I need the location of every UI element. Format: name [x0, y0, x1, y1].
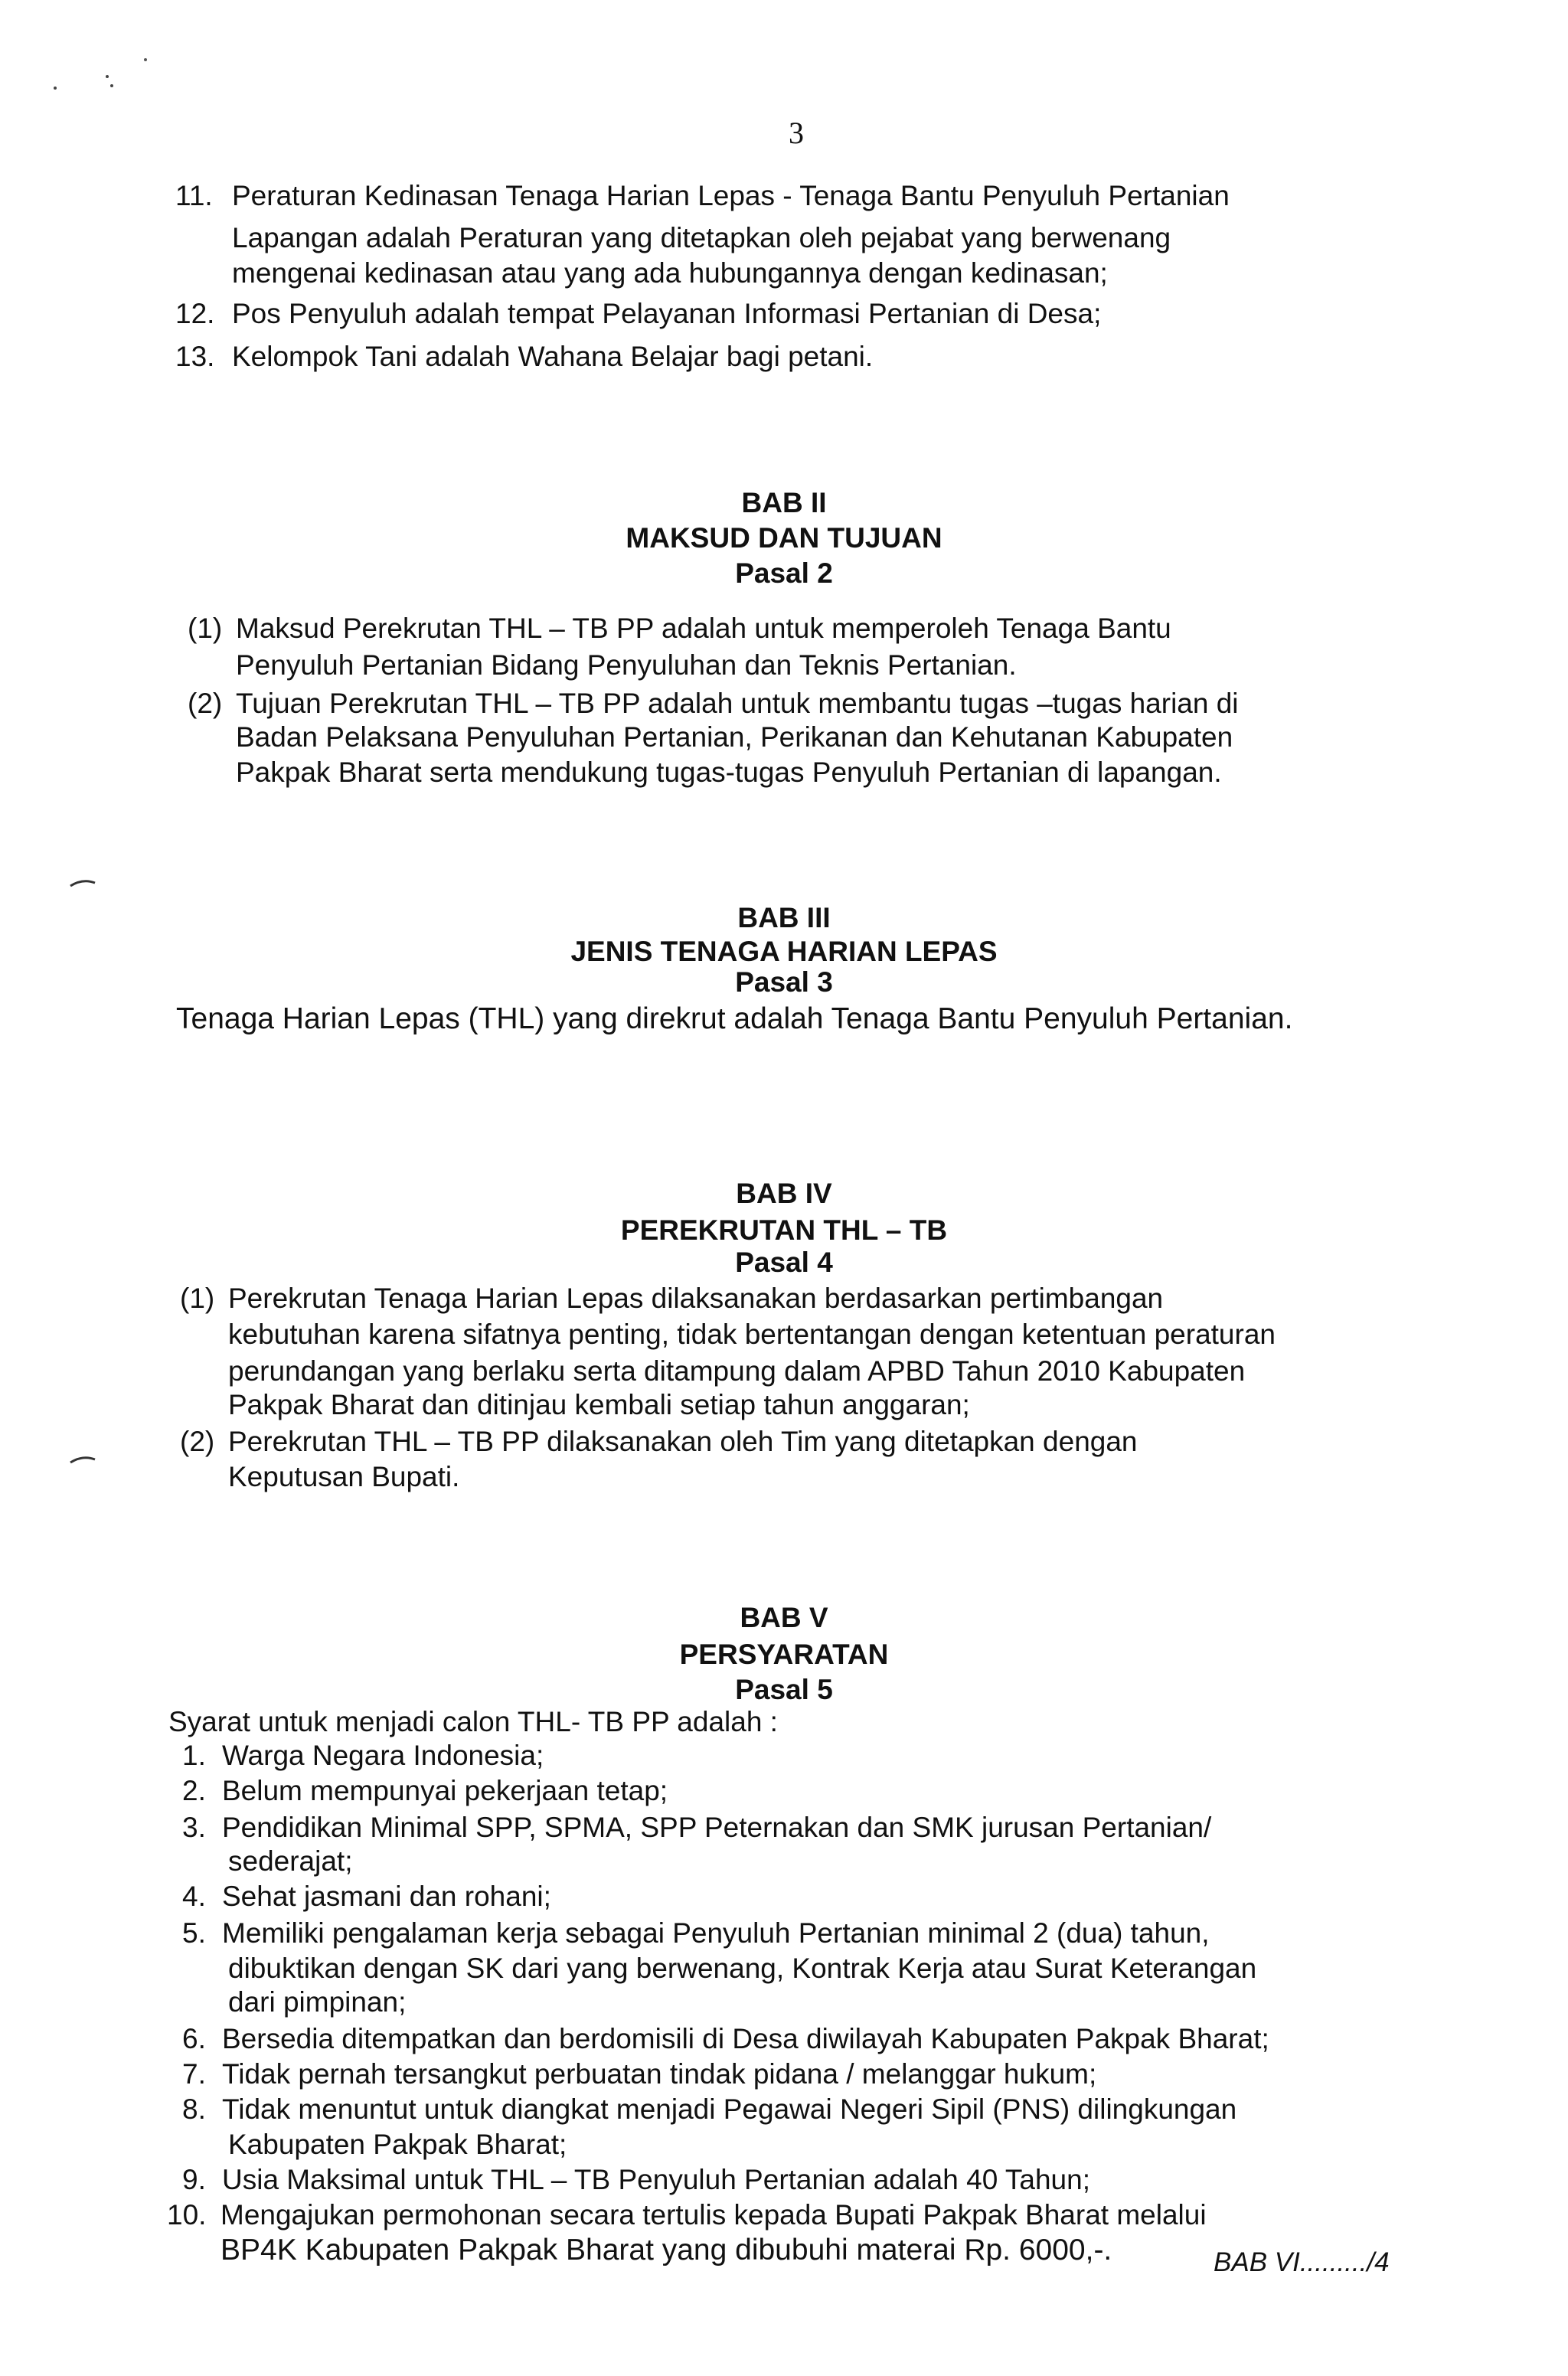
article-heading: Pasal 4 — [735, 1247, 833, 1278]
clause-text-line: Badan Pelaksana Penyuluhan Pertanian, Perikanan dan Kehutanan Kabupaten — [236, 721, 1233, 753]
list-item-number: 7. — [182, 2058, 206, 2090]
list-item-text: Sehat jasmani dan rohani; — [222, 1881, 551, 1912]
clause-text-line: Perekrutan Tenaga Harian Lepas dilaksanakan berdasarkan pertimbangan — [228, 1283, 1164, 1314]
clause-number: (1) — [180, 1283, 215, 1314]
clause-text-line: Pakpak Bharat serta mendukung tugas-tugas Penyuluh Pertanian di lapangan. — [236, 757, 1222, 788]
definition-number: 13. — [175, 341, 215, 372]
requirements-intro: Syarat untuk menjadi calon THL- TB PP adalah : — [168, 1706, 778, 1737]
scan-dash-mark — [67, 877, 113, 892]
definition-text-line: Kelompok Tani adalah Wahana Belajar bagi petani. — [232, 341, 874, 372]
list-item-text: Pendidikan Minimal SPP, SPMA, SPP Peternakan dan SMK jurusan Pertanian/ — [222, 1812, 1212, 1843]
list-item-text: Warga Negara Indonesia; — [222, 1740, 544, 1771]
list-item-number: 1. — [182, 1740, 206, 1771]
scan-speck-marks — [46, 46, 168, 107]
definition-text-line: mengenai kedinasan atau yang ada hubungannya dengan kedinasan; — [232, 257, 1108, 289]
clause-text-line: kebutuhan karena sifatnya penting, tidak bertentangan dengan ketentuan peraturan — [228, 1319, 1276, 1350]
list-item-number: 3. — [182, 1812, 206, 1843]
list-item-number: 10. — [167, 2199, 207, 2231]
clause-number: (1) — [188, 613, 223, 644]
list-item-number: 8. — [182, 2093, 206, 2125]
list-item-text: sederajat; — [228, 1845, 353, 1877]
article-text: Tenaga Harian Lepas (THL) yang direkrut adalah Tenaga Bantu Penyuluh Pertanian. — [176, 1002, 1293, 1035]
clause-number: (2) — [180, 1426, 215, 1457]
chapter-heading: BAB II — [741, 487, 827, 518]
clause-text-line: Tujuan Perekrutan THL – TB PP adalah untuk membantu tugas –tugas harian di — [236, 688, 1239, 719]
definition-text-line: Pos Penyuluh adalah tempat Pelayanan Informasi Pertanian di Desa; — [232, 298, 1102, 329]
definition-text-line: Peraturan Kedinasan Tenaga Harian Lepas - Tenaga Bantu Penyuluh Pertanian — [232, 180, 1230, 211]
clause-text-line: Maksud Perekrutan THL – TB PP adalah untuk memperoleh Tenaga Bantu — [236, 613, 1171, 644]
definition-text-line: Lapangan adalah Peraturan yang ditetapkan oleh pejabat yang berwenang — [232, 222, 1171, 253]
list-item-text: Memiliki pengalaman kerja sebagai Penyuluh Pertanian minimal 2 (dua) tahun, — [222, 1917, 1210, 1949]
list-item-number: 2. — [182, 1775, 206, 1806]
list-item-text: Tidak pernah tersangkut perbuatan tindak pidana / melanggar hukum; — [222, 2058, 1097, 2090]
list-item-text: Belum mempunyai pekerjaan tetap; — [222, 1775, 668, 1806]
chapter-title: MAKSUD DAN TUJUAN — [626, 522, 942, 554]
article-heading: Pasal 3 — [735, 966, 833, 998]
definition-number: 11. — [175, 180, 213, 211]
list-item-text: Kabupaten Pakpak Bharat; — [228, 2129, 567, 2160]
chapter-title: PEREKRUTAN THL – TB — [620, 1214, 948, 1246]
list-item-text: dari pimpinan; — [228, 1986, 407, 2018]
article-heading: Pasal 2 — [735, 557, 833, 589]
list-item-number: 5. — [182, 1917, 206, 1949]
list-item-number: 4. — [182, 1881, 206, 1912]
scan-dash-mark — [67, 1453, 113, 1469]
chapter-title: PERSYARATAN — [679, 1639, 889, 1670]
next-page-reference: BAB VI........./4 — [1214, 2247, 1390, 2277]
clause-text-line: Perekrutan THL – TB PP dilaksanakan oleh Tim yang ditetapkan dengan — [228, 1426, 1138, 1457]
clause-number: (2) — [188, 688, 223, 719]
list-item-text: BP4K Kabupaten Pakpak Bharat yang dibubuhi materai Rp. 6000,-. — [220, 2234, 1112, 2267]
chapter-heading: BAB IV — [736, 1178, 832, 1209]
list-item-text: Usia Maksimal untuk THL – TB Penyuluh Pertanian adalah 40 Tahun; — [222, 2164, 1090, 2195]
clause-text-line: perundangan yang berlaku serta ditampung dalam APBD Tahun 2010 Kabupaten — [228, 1355, 1246, 1387]
list-item-text: Tidak menuntut untuk diangkat menjadi Pegawai Negeri Sipil (PNS) dilingkungan — [222, 2093, 1237, 2125]
list-item-number: 9. — [182, 2164, 206, 2195]
page-number: 3 — [789, 116, 804, 150]
clause-text-line: Penyuluh Pertanian Bidang Penyuluhan dan Teknis Pertanian. — [236, 649, 1017, 681]
list-item-text: Mengajukan permohonan secara tertulis kepada Bupati Pakpak Bharat melalui — [220, 2199, 1207, 2231]
chapter-title: JENIS TENAGA HARIAN LEPAS — [570, 936, 998, 967]
list-item-text: dibuktikan dengan SK dari yang berwenang, Kontrak Kerja atau Surat Keterangan — [228, 1953, 1257, 1984]
chapter-heading: BAB V — [740, 1602, 828, 1633]
definition-number: 12. — [175, 298, 215, 329]
list-item-number: 6. — [182, 2023, 206, 2054]
chapter-heading: BAB III — [737, 902, 831, 933]
clause-text-line: Keputusan Bupati. — [228, 1461, 460, 1492]
article-heading: Pasal 5 — [735, 1674, 833, 1705]
list-item-text: Bersedia ditempatkan dan berdomisili di Desa diwilayah Kabupaten Pakpak Bharat; — [222, 2023, 1269, 2054]
clause-text-line: Pakpak Bharat dan ditinjau kembali setiap tahun anggaran; — [228, 1389, 970, 1420]
